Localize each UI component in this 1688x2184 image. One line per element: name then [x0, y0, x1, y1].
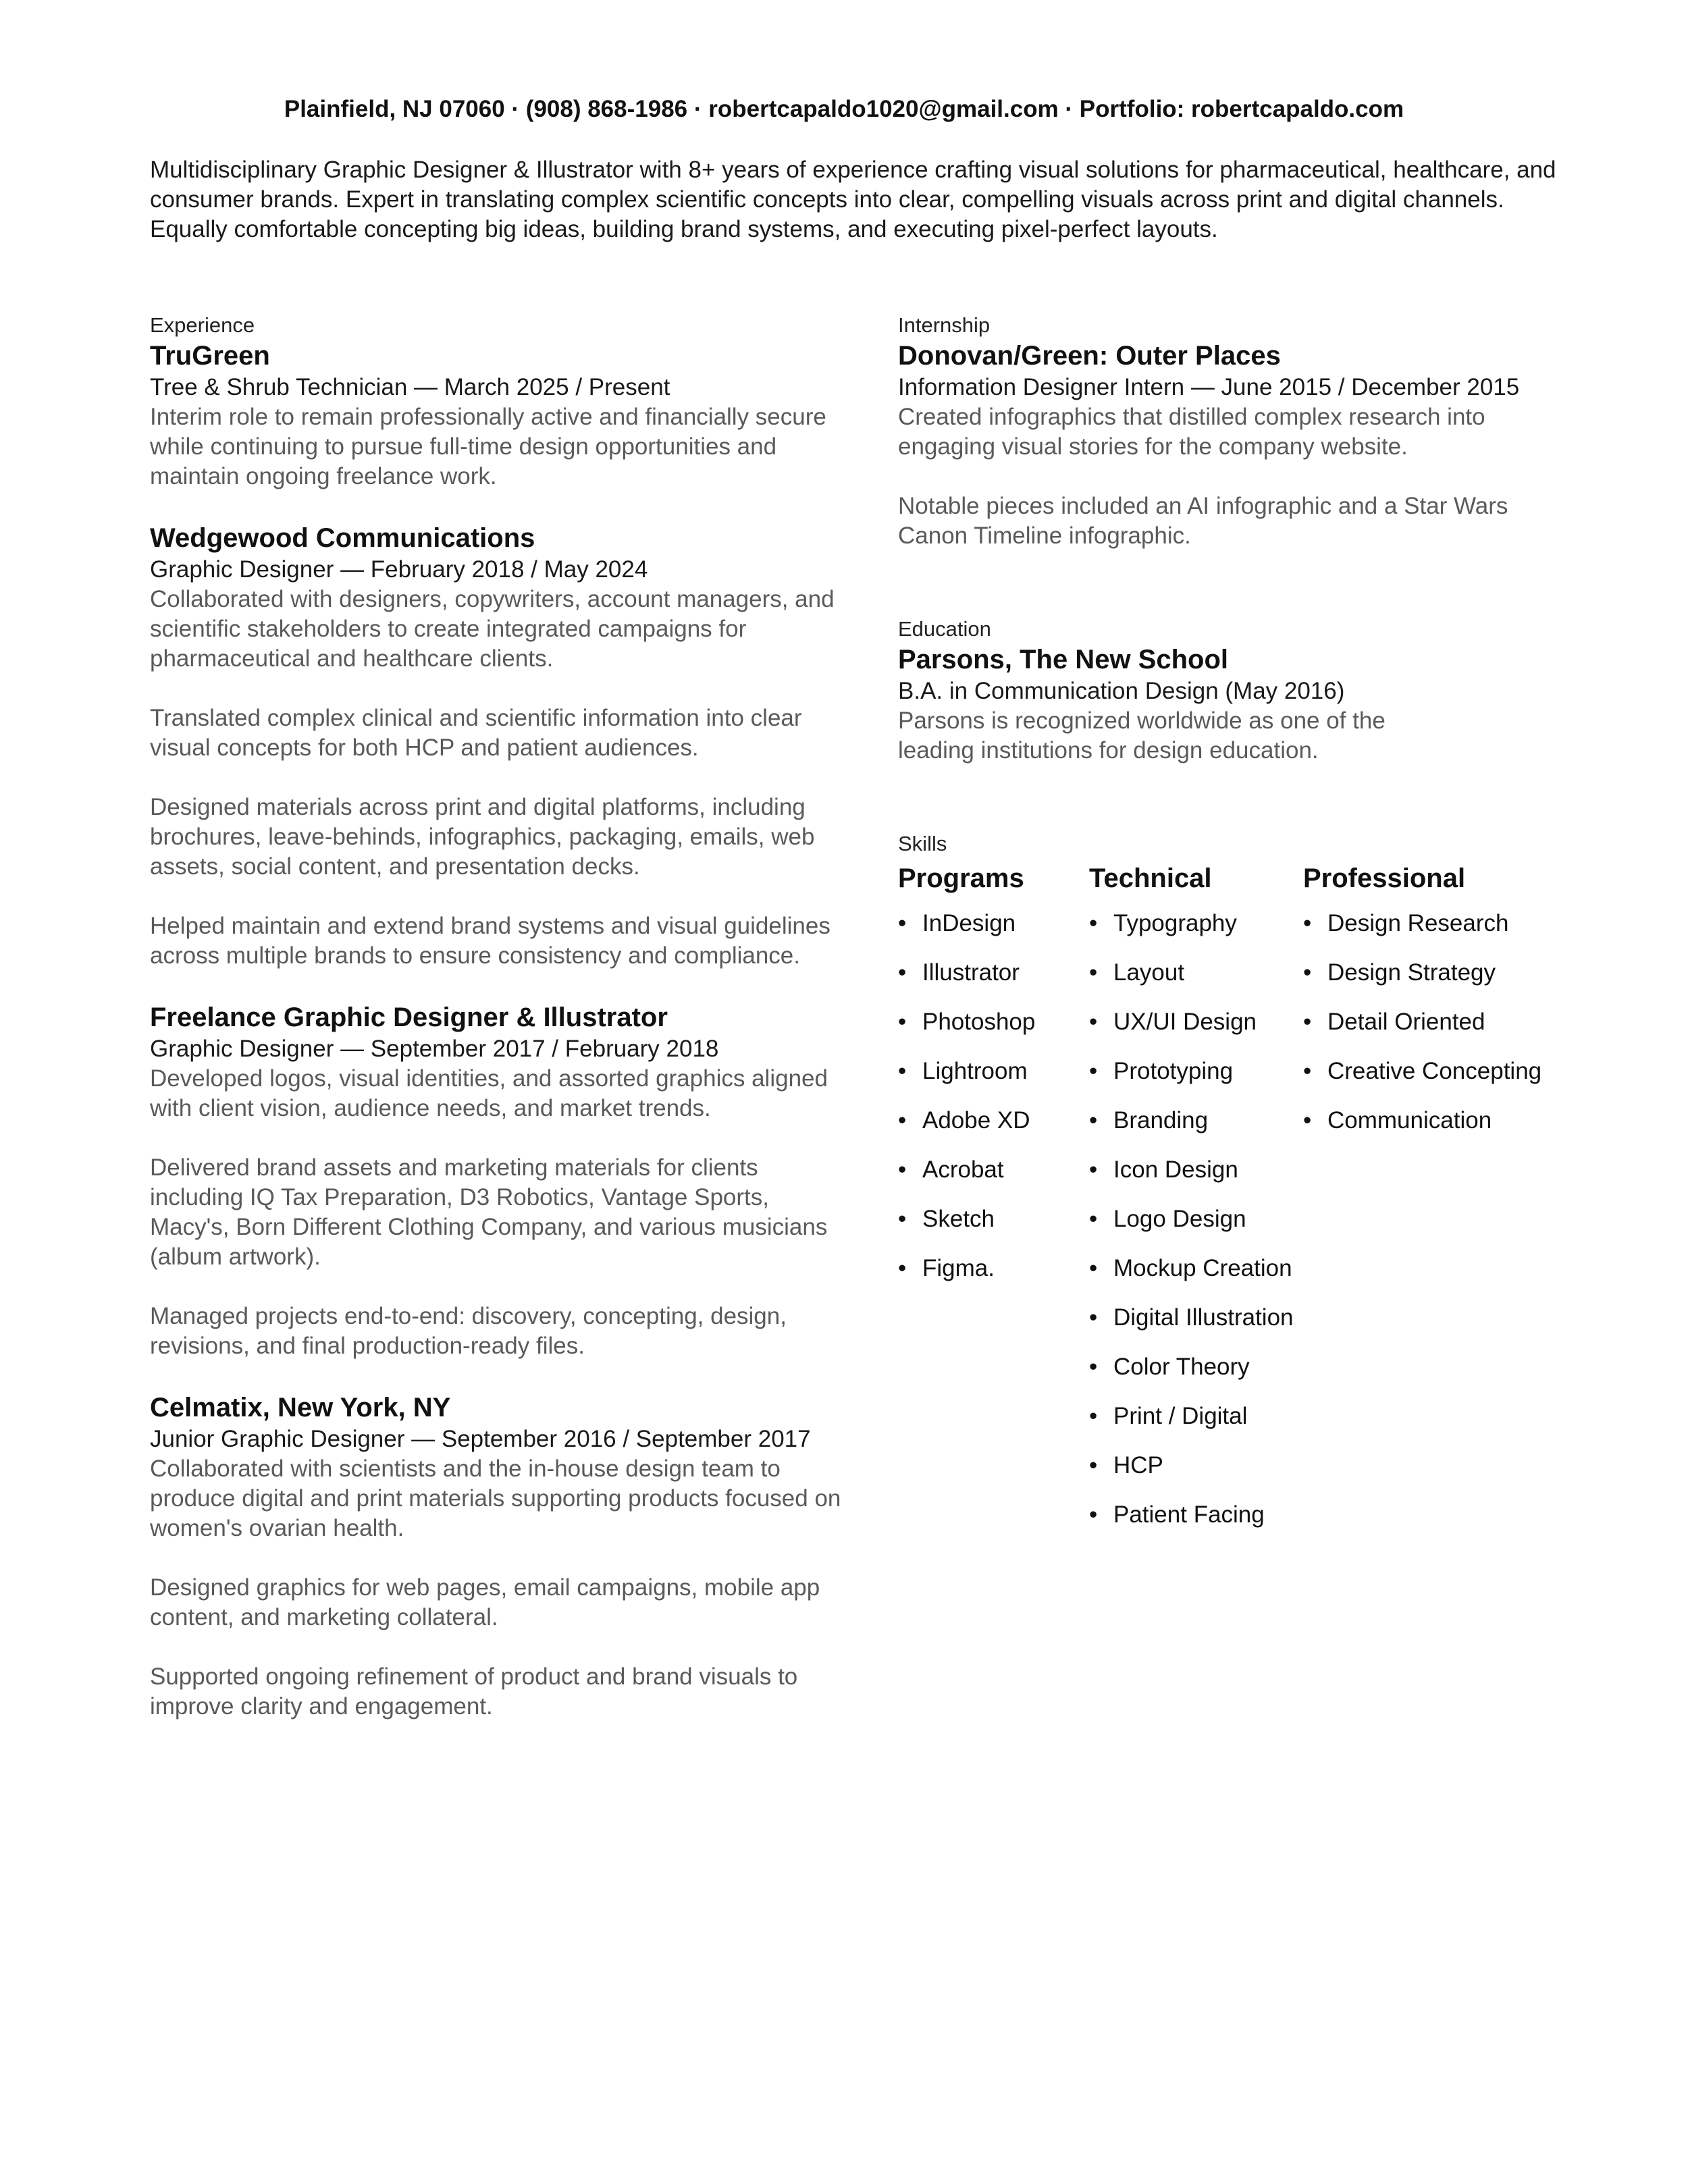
- bullet-icon: •: [898, 910, 907, 936]
- skill-text: Patient Facing: [1113, 1501, 1265, 1528]
- skill-item: [1089, 1057, 1294, 1106]
- skill-item: [1089, 1500, 1294, 1549]
- bullet-icon: •: [1089, 1156, 1098, 1183]
- skills-section: [898, 830, 1573, 1604]
- skill-item: [1303, 1007, 1541, 1057]
- experience-label: Experience: [150, 313, 255, 337]
- internship-label: Internship: [898, 313, 991, 337]
- skill-text: Sketch: [922, 1206, 995, 1232]
- skill-column: [1303, 861, 1541, 1155]
- bullet-icon: •: [1303, 1058, 1312, 1084]
- contact-line: Plainfield, NJ 07060 · (908) 868-1986 · robertcapaldo1020@gmail.com · Portfolio: robertcapaldo.com: [284, 96, 1404, 122]
- skill-text: Design Strategy: [1327, 959, 1496, 986]
- skill-text: InDesign: [922, 910, 1016, 936]
- skill-text: Creative Concepting: [1327, 1058, 1542, 1084]
- job-entry: [150, 339, 852, 491]
- bullet-icon: •: [898, 1206, 907, 1232]
- education-label: Education: [898, 617, 991, 641]
- skill-text: Detail Oriented: [1327, 1009, 1485, 1035]
- skill-item: [1089, 1352, 1294, 1402]
- skill-text: Prototyping: [1113, 1058, 1234, 1084]
- skill-item: [898, 1057, 1035, 1106]
- job-org: TruGreen: [150, 341, 270, 371]
- bullet-icon: •: [1089, 1501, 1098, 1528]
- skill-item: [898, 1106, 1035, 1155]
- skill-item: [1089, 1155, 1294, 1204]
- job-paragraph: Interim role to remain professionally active and financially secure while continuing to pursue full-time design opportunities and maintain ongoing freelance work.: [150, 404, 826, 489]
- skill-item: [898, 1155, 1035, 1204]
- bullet-icon: •: [1089, 1206, 1098, 1232]
- skill-text: Print / Digital: [1113, 1403, 1248, 1429]
- bullet-icon: •: [898, 1156, 907, 1183]
- bullet-icon: •: [1303, 1107, 1312, 1134]
- skill-heading: Programs: [898, 863, 1024, 893]
- bullet-icon: •: [1089, 1058, 1098, 1084]
- skill-text: Branding: [1113, 1107, 1209, 1134]
- bullet-icon: •: [898, 959, 907, 986]
- skill-item: [898, 909, 1035, 958]
- job-paragraph: Designed materials across print and digital platforms, including brochures, leave-behinds, infographics, packaging, emails, web assets, social content, and presentation decks.: [150, 794, 815, 880]
- skill-text: Photoshop: [922, 1009, 1036, 1035]
- skill-item: [898, 1204, 1035, 1254]
- skill-item: [1089, 1106, 1294, 1155]
- job-org: Wedgewood Communications: [150, 523, 535, 553]
- bullet-icon: •: [1089, 1452, 1098, 1479]
- skill-text: Design Research: [1327, 910, 1509, 936]
- skill-list: [1089, 909, 1294, 1549]
- bullet-icon: •: [1303, 1009, 1312, 1035]
- job-paragraph: Managed projects end-to-end: discovery, concepting, design, revisions, and final production-ready files.: [150, 1303, 787, 1359]
- job-paragraph: Translated complex clinical and scientific information into clear visual concepts for both HCP and patient audiences.: [150, 705, 802, 761]
- education-org: Parsons, The New School: [898, 645, 1229, 674]
- skill-heading: Professional: [1303, 863, 1466, 893]
- job-paragraph: Collaborated with scientists and the in-house design team to produce digital and print materials supporting products focused on women's ovarian health.: [150, 1456, 841, 1541]
- bullet-icon: •: [898, 1107, 907, 1134]
- internship-paragraph: Created infographics that distilled complex research into engaging visual stories for the company website.: [898, 404, 1485, 460]
- internship-section: [898, 312, 1573, 551]
- bullet-icon: •: [1089, 1009, 1098, 1035]
- skill-item: [1089, 1007, 1294, 1057]
- bullet-icon: •: [898, 1009, 907, 1035]
- skill-item: [898, 1007, 1035, 1057]
- job-paragraph: Helped maintain and extend brand systems and visual guidelines across multiple brands to ensure consistency and compliance.: [150, 913, 830, 969]
- experience-list: [150, 339, 852, 1722]
- job-paragraph: Collaborated with designers, copywriters, account managers, and scientific stakeholders to create integrated campaigns for pharmaceutical and healthcare clients.: [150, 586, 835, 672]
- skill-item: [1303, 1106, 1541, 1155]
- skill-text: Icon Design: [1113, 1156, 1238, 1183]
- job-org: Freelance Graphic Designer & Illustrator: [150, 1003, 668, 1032]
- skill-text: Acrobat: [922, 1156, 1004, 1183]
- bullet-icon: •: [1089, 910, 1098, 936]
- internship-org: Donovan/Green: Outer Places: [898, 341, 1281, 371]
- skill-text: Color Theory: [1113, 1354, 1250, 1380]
- bullet-icon: •: [1089, 1354, 1098, 1380]
- bullet-icon: •: [1089, 1304, 1098, 1331]
- bullet-icon: •: [1089, 959, 1098, 986]
- skill-text: Mockup Creation: [1113, 1255, 1292, 1281]
- bullet-icon: •: [1089, 1255, 1098, 1281]
- skill-item: [898, 958, 1035, 1007]
- left-column: [150, 312, 852, 1751]
- job-role: Junior Graphic Designer — September 2016 / September 2017: [150, 1426, 811, 1452]
- job-role: Tree & Shrub Technician — March 2025 / Present: [150, 374, 670, 400]
- education-degree: B.A. in Communication Design (May 2016): [898, 678, 1345, 704]
- skill-text: HCP: [1113, 1452, 1163, 1479]
- skill-text: Lightroom: [922, 1058, 1028, 1084]
- skill-list: [898, 909, 1035, 1303]
- job-paragraph: Designed graphics for web pages, email campaigns, mobile app content, and marketing collateral.: [150, 1574, 820, 1630]
- skill-item: [1089, 1303, 1294, 1352]
- internship-paragraph: Notable pieces included an AI infographic and a Star Wars Canon Timeline infographic.: [898, 493, 1508, 549]
- skill-text: Typography: [1113, 910, 1237, 936]
- skill-item: [1303, 958, 1541, 1007]
- job-org: Celmatix, New York, NY: [150, 1393, 451, 1422]
- bullet-icon: •: [1303, 910, 1312, 936]
- skill-item: [1089, 958, 1294, 1007]
- job-paragraph: Delivered brand assets and marketing materials for clients including IQ Tax Preparation, D3 Robotics, Vantage Sports, Macy's, Born Different Clothing Company, and various musicians (album artwork).: [150, 1154, 828, 1270]
- skill-list: [1303, 909, 1541, 1155]
- skill-text: Figma.: [922, 1255, 995, 1281]
- education-section: [898, 616, 1425, 766]
- skill-text: Digital Illustration: [1113, 1304, 1294, 1331]
- job-paragraph: Supported ongoing refinement of product and brand visuals to improve clarity and engagement.: [150, 1663, 798, 1720]
- skills-grid: [898, 861, 1573, 1604]
- bullet-icon: •: [898, 1255, 907, 1281]
- right-column: [898, 312, 1573, 1604]
- job-role: Graphic Designer — February 2018 / May 2024: [150, 556, 648, 583]
- skill-text: Logo Design: [1113, 1206, 1246, 1232]
- skill-item: [1089, 1204, 1294, 1254]
- skill-item: [1089, 1451, 1294, 1500]
- job-entry: [150, 521, 852, 971]
- skill-text: UX/UI Design: [1113, 1009, 1257, 1035]
- bullet-icon: •: [1089, 1107, 1098, 1134]
- skill-item: [898, 1254, 1035, 1303]
- job-role: Graphic Designer — September 2017 / February 2018: [150, 1036, 719, 1062]
- summary: Multidisciplinary Graphic Designer & Illustrator with 8+ years of experience crafting visual solutions for pharmaceutical, healthcare, and consumer brands. Expert in translating complex scientific concepts into clear, compelling visuals across print and digital channels. Equally comfortable concepting big ideas, building brand systems, and executing pixel-perfect layouts.: [150, 157, 1556, 242]
- skill-column: [898, 861, 1035, 1303]
- skill-column: [1089, 861, 1294, 1549]
- skill-item: [1303, 1057, 1541, 1106]
- skill-item: [1089, 1254, 1294, 1303]
- job-entry: [150, 1001, 852, 1361]
- skills-label: Skills: [898, 832, 947, 855]
- skill-text: Adobe XD: [922, 1107, 1030, 1134]
- job-paragraph: Developed logos, visual identities, and assorted graphics aligned with client vision, audience needs, and market trends.: [150, 1065, 828, 1121]
- skill-item: [1303, 909, 1541, 958]
- bullet-icon: •: [1089, 1403, 1098, 1429]
- skill-text: Illustrator: [922, 959, 1020, 986]
- bullet-icon: •: [898, 1058, 907, 1084]
- internship-role: Information Designer Intern — June 2015 / December 2015: [898, 374, 1520, 400]
- skill-item: [1089, 1402, 1294, 1451]
- skill-heading: Technical: [1089, 863, 1212, 893]
- job-entry: [150, 1391, 852, 1722]
- skill-item: [1089, 909, 1294, 958]
- education-paragraph: Parsons is recognized worldwide as one of the leading institutions for design education.: [898, 708, 1386, 764]
- bullet-icon: •: [1303, 959, 1312, 986]
- skill-text: Layout: [1113, 959, 1185, 986]
- skill-text: Communication: [1327, 1107, 1492, 1134]
